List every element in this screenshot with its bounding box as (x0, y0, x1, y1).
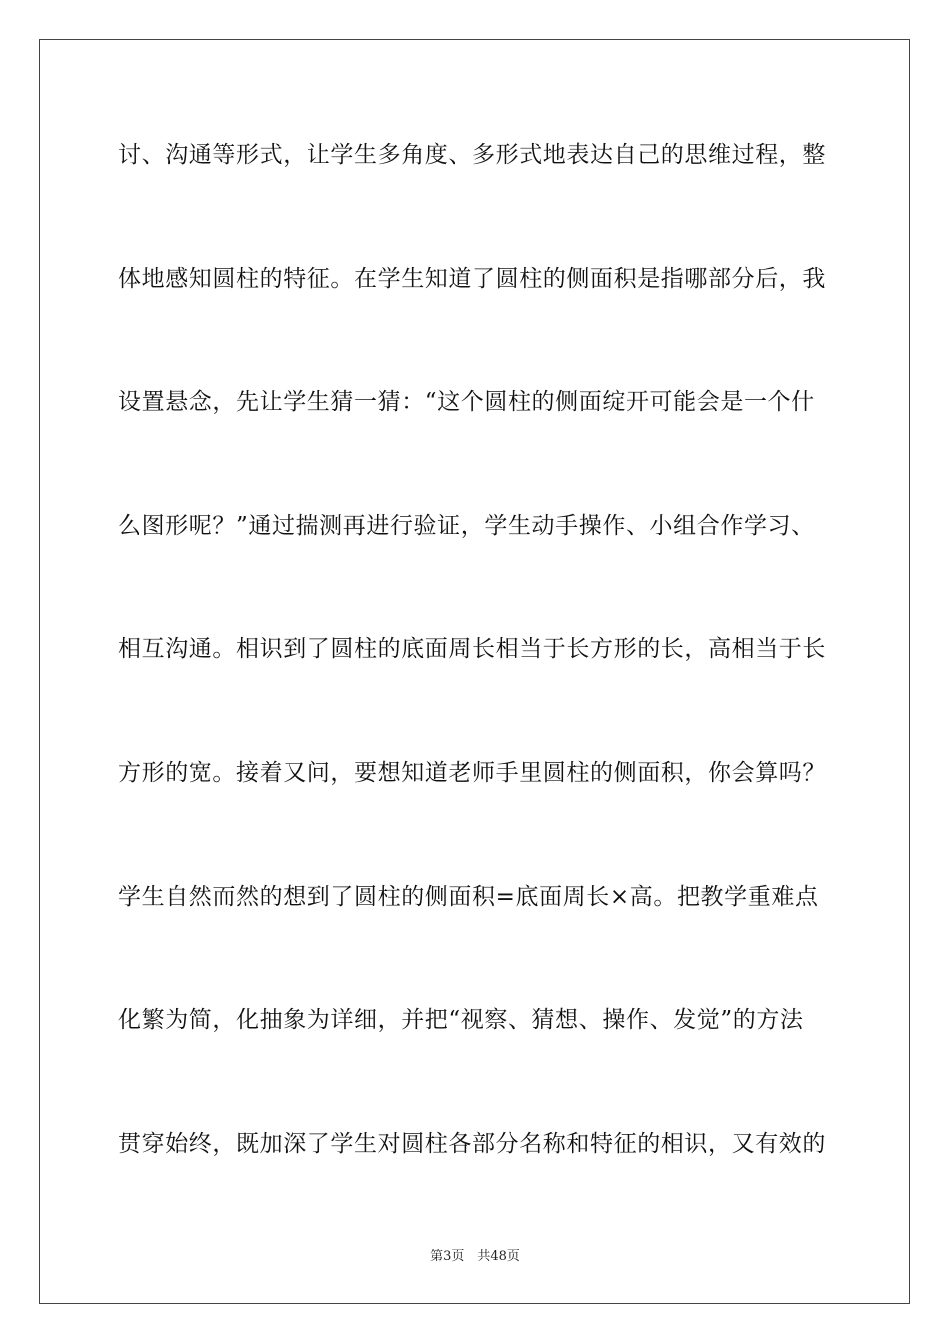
paragraph-line: 化繁为简，化抽象为详细，并把“视察、猜想、操作、发觉”的方法 (118, 1007, 804, 1034)
paragraph-line: 体地感知圆柱的特征。在学生知道了圆柱的侧面积是指哪部分后，我 (118, 265, 826, 292)
paragraph-line: 贯穿始终，既加深了学生对圆柱各部分名称和特征的相识，又有效的 (118, 1130, 826, 1157)
page-number-footer: 第3页 共48页 (430, 1249, 520, 1264)
paragraph-line: 设置悬念，先让学生猜一猜：“这个圆柱的侧面绽开可能会是一个什 (118, 389, 815, 416)
paragraph-line: 相互沟通。相识到了圆柱的底面周长相当于长方形的长，高相当于长 (118, 636, 826, 663)
paragraph-line: 学生自然而然的想到了圆柱的侧面积=底面周长×高。把教学重难点 (118, 883, 819, 910)
paragraph-line: 方形的宽。接着又问，要想知道老师手里圆柱的侧面积，你会算吗？ (118, 759, 826, 786)
document-body (118, 118, 838, 1230)
paragraph-line: 么图形呢？”通过揣测再进行验证，学生动手操作、小组合作学习、 (118, 512, 815, 539)
paragraph-line: 讨、沟通等形式，让学生多角度、多形式地表达自己的思维过程，整 (118, 142, 826, 168)
